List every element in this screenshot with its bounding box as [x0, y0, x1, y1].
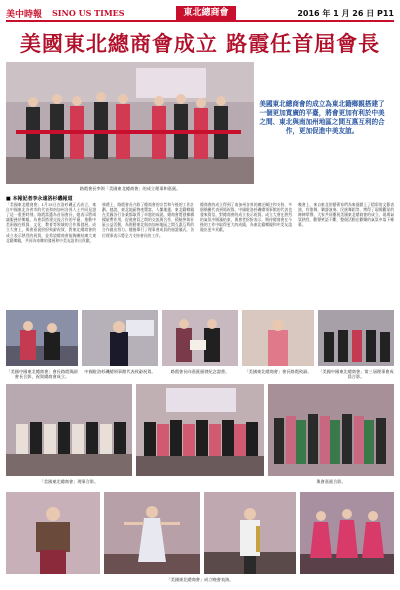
top-group-photo	[6, 62, 254, 184]
article-col-3: 總商會的成立得到了南加州各界的廣泛關注和支持，多個僑團代表到場祝賀。中國駐洛杉磯總領事館的代表也發來賀信，對總商會的成立表示祝賀。成立大會在熱烈的氣氛中圓滿結束，與會者紛紛表示，期待總商會在今後的工作中取得更大的成績，為東北籍鄉親和中美友誼做出更多貢獻。	[200, 202, 292, 233]
row1-caption-4: 「美國東北總商會」會長路霞致辭。	[244, 369, 312, 374]
article-col-1: 「美國東北總商會」1月15日在洛杉磯正式成立，來自中國東北各省市的代表和南加州各界人士共同見證了這一重要時刻。路霞當選為首屆會長，她表示將竭誠服務於鄉親，為會員搭建交流合作的平臺，推動中美兩國在經貿、文化、教育等領域的合作與發展。成立大會上，與會嘉賓紛紛致辭祝賀，對東北總商會的成立表示熱烈的祝賀，並希望總商會能夠團結廣大東北籍鄉親，共同為家鄉的發展和中美友誼作出貢獻。	[6, 202, 96, 243]
row3-caption: 「美國東北總商會」成立晚會表演。	[166, 577, 234, 582]
row1-photo-5	[318, 310, 394, 366]
section-badge: 東北總商會	[176, 6, 236, 21]
row1-caption-2: 中國駐洛杉磯總領事館代表致辭祝賀。	[84, 369, 156, 374]
row1-caption-1: 「美國中國東北總商會」會長路霞與副會長合影，祝賀總商會成立。	[6, 369, 78, 380]
row1-photo-3	[162, 310, 238, 366]
row3-photo-3	[204, 492, 296, 574]
paper-name: 美中時報	[6, 10, 43, 20]
row2-photo-1	[6, 384, 132, 476]
row1-photo-1	[6, 310, 78, 366]
pull-quote: 美國東北總商會的成立為東北籍鄉親搭建了一個更加寬廣的平臺，將會更加有利於中美之間、東北與南加州地區之間互惠互利的合作，更加促進中美友誼。	[259, 100, 385, 135]
date-page: 2016 年 1 月 26 日 P11	[297, 9, 394, 18]
paper-name-en: SINO US TIMES	[52, 8, 125, 18]
row2-photo-3	[268, 384, 394, 476]
row1-caption-5: 「美國中國東北總商會」第三屆理事會成員合影。	[318, 369, 394, 380]
row3-photo-4	[300, 492, 394, 574]
row3-photo-1	[6, 492, 100, 574]
row2-photo-2	[136, 384, 264, 476]
row3-photo-2	[104, 492, 200, 574]
row1-photo-2	[82, 310, 158, 366]
row1-caption-3: 路霞會長向嘉賓頒發紀念證書。	[170, 369, 230, 374]
top-photo-caption: 路霞會長率領「美國東北總商會」的成立理事和嘉賓。	[79, 186, 181, 191]
row1-photo-4	[242, 310, 314, 366]
headline: 美國東北總商會成立 路霞任首屆會長	[19, 31, 381, 56]
article-col-4: 晚會上，來自東北的藝術家們為來賓獻上了精彩的文藝表演，有歌舞、樂器演奏、民族舞蹈等，博得了現場觀眾的陣陣掌聲。大家共同慶祝美國東北總商會的成立，現場氣氛熱烈，歡聲笑語不斷，整個活動在歡樂的氣氛中落下帷幕。	[298, 202, 394, 228]
article-subhead: ■ 本報記者李永遠洛杉磯報道	[6, 196, 73, 202]
row2-caption-3: 與會嘉賓合影。	[316, 479, 346, 484]
article-col-2: 典禮上，路霞會長介紹了總商會的宗旨和今後的工作計劃。她說，東北地區物產豐富，人傑地靈，東北籍鄉親在美國各行各業都取得了卓越的成就。總商會將發揮橋樑紐帶作用，促進會員之間的交流與合作，積極參與社區公益活動，為推動東北與南加州地區之間互惠互利的合作做出努力。隨後舉行了理事會成員的頒證儀式，各位理事表示將全力支持會長的工作。	[102, 202, 194, 238]
row2-caption-1: 「美國東北總商會」理事合影。	[39, 479, 99, 484]
masthead	[6, 6, 394, 22]
